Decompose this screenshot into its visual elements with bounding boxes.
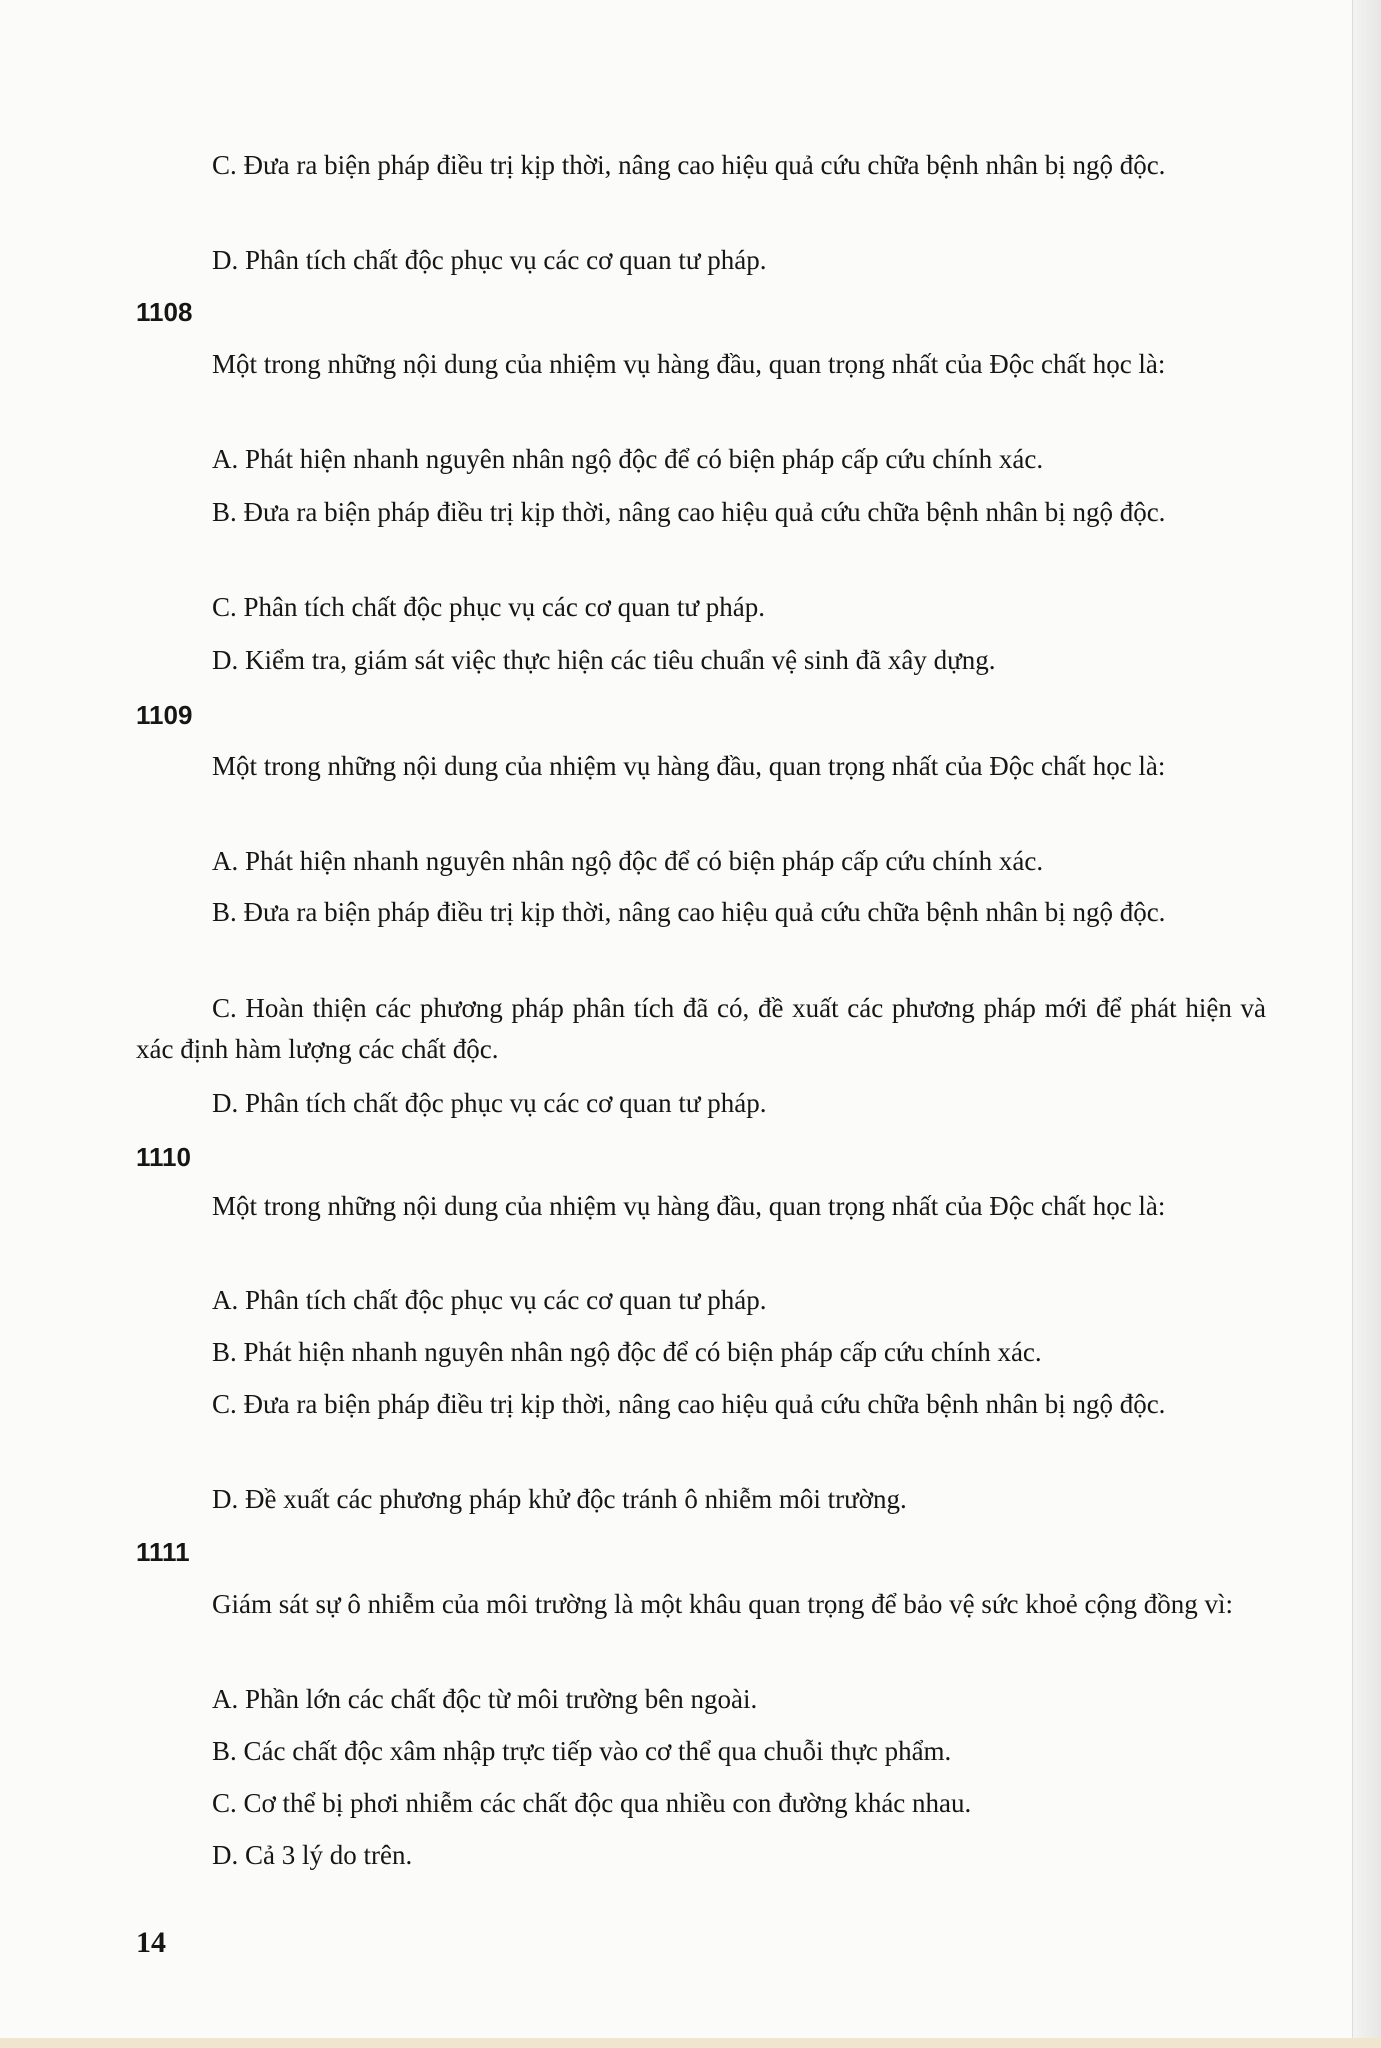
option-c-continued: C. Đưa ra biện pháp điều trị kịp thời, nâng cao hiệu quả cứu chữa bệnh nhân bị ngộ độc. [212,150,1166,180]
option-a: A. Phân tích chất độc phục vụ các cơ quan tư pháp. [212,1285,767,1315]
question-number: 1109 [136,700,193,730]
option-c: C. Cơ thể bị phơi nhiễm các chất độc qua nhiều con đường khác nhau. [212,1788,972,1818]
option-a: A. Phát hiện nhanh nguyên nhân ngộ độc để có biện pháp cấp cứu chính xác. [212,846,1044,876]
page-bottom-edge [0,2038,1381,2048]
option-c: C. Phân tích chất độc phục vụ các cơ quan tư pháp. [212,592,765,622]
page-edge-shadow [1352,0,1381,2048]
option-d: D. Phân tích chất độc phục vụ các cơ quan tư pháp. [212,1088,767,1118]
question-number: 1110 [136,1142,191,1172]
option-a: A. Phần lớn các chất độc từ môi trường bên ngoài. [212,1684,758,1714]
question-stem: Một trong những nội dung của nhiệm vụ hàng đầu, quan trọng nhất của Độc chất học là: [212,1191,1166,1221]
option-b: B. Các chất độc xâm nhập trực tiếp vào cơ thể qua chuỗi thực phẩm. [212,1736,952,1766]
option-d-continued: D. Phân tích chất độc phục vụ các cơ quan tư pháp. [212,245,767,275]
page-number: 14 [136,1926,166,1959]
option-d: D. Cả 3 lý do trên. [212,1840,413,1870]
option-b: B. Đưa ra biện pháp điều trị kịp thời, nâng cao hiệu quả cứu chữa bệnh nhân bị ngộ độc. [212,497,1166,527]
question-stem: Một trong những nội dung của nhiệm vụ hàng đầu, quan trọng nhất của Độc chất học là: [212,751,1166,781]
option-d: D. Đề xuất các phương pháp khử độc tránh ô nhiễm môi trường. [212,1484,907,1514]
question-number: 1108 [136,297,193,327]
option-c: C. Hoàn thiện các phương pháp phân tích đã có, đề xuất các phương pháp mới để phát hiện và xác định hàm lượng các chất độc. [136,993,1266,1064]
option-a: A. Phát hiện nhanh nguyên nhân ngộ độc để có biện pháp cấp cứu chính xác. [212,444,1044,474]
option-d: D. Kiểm tra, giám sát việc thực hiện các tiêu chuẩn vệ sinh đã xây dựng. [212,645,996,675]
question-stem: Một trong những nội dung của nhiệm vụ hàng đầu, quan trọng nhất của Độc chất học là: [212,349,1166,379]
option-b: B. Phát hiện nhanh nguyên nhân ngộ độc để có biện pháp cấp cứu chính xác. [212,1337,1042,1367]
option-c: C. Đưa ra biện pháp điều trị kịp thời, nâng cao hiệu quả cứu chữa bệnh nhân bị ngộ độc. [212,1389,1166,1419]
question-stem: Giám sát sự ô nhiễm của môi trường là một khâu quan trọng để bảo vệ sức khoẻ cộng đồng vì: [212,1589,1233,1619]
option-b: B. Đưa ra biện pháp điều trị kịp thời, nâng cao hiệu quả cứu chữa bệnh nhân bị ngộ độc. [212,897,1166,927]
question-number: 1111 [136,1537,190,1567]
